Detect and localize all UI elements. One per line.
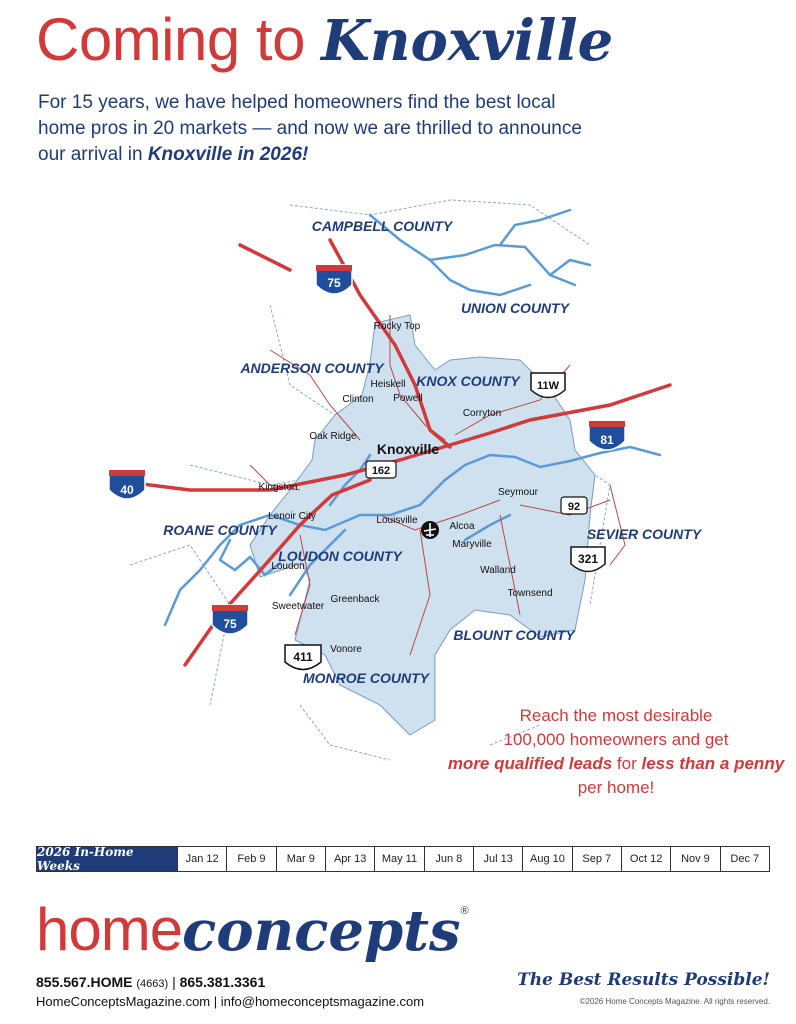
county-label-roane: ROANE COUNTY (163, 522, 277, 538)
contact-separator: | (172, 974, 176, 990)
shield-label: 411 (293, 650, 313, 664)
in-home-weeks-table (36, 846, 770, 872)
headline (36, 6, 614, 74)
promo-emphasis-leads: more qualified leads (447, 754, 613, 773)
week-cell-dec: Dec 7 (720, 847, 769, 871)
shield-label: 11W (536, 380, 560, 392)
promo-line-1: Reach the most desirable (519, 706, 713, 725)
city-label-loudon: Loudon (271, 561, 305, 572)
county-label-union: UNION COUNTY (460, 300, 570, 316)
city-label-powell: Powell (393, 393, 423, 404)
interstate-shield-75-south (212, 605, 248, 634)
week-cell-jan: Jan 12 (177, 847, 226, 871)
brand-logo-home: home (36, 896, 183, 963)
week-cell-feb: Feb 9 (226, 847, 275, 871)
city-label-alcoa: Alcoa (449, 521, 475, 532)
city-label-corryton: Corryton (462, 408, 502, 419)
promo-end: per home! (577, 778, 655, 797)
intro-paragraph (38, 90, 598, 168)
county-label-blount: BLOUNT COUNTY (453, 627, 575, 643)
county-label-campbell: CAMPBELL COUNTY (311, 218, 453, 234)
city-label-heiskell: Heiskell (370, 379, 406, 390)
brand-logo (36, 896, 469, 964)
us-route-shield-411 (285, 645, 321, 670)
phone-primary[interactable]: 855.567.HOME (36, 974, 133, 990)
phone-secondary[interactable]: 865.381.3361 (179, 974, 266, 990)
state-route-sign-162 (366, 461, 396, 478)
promo-emphasis-price: less than a penny (641, 754, 785, 773)
promo-line-3 (446, 752, 786, 800)
promo-connector: for (612, 754, 642, 773)
city-label-sweetwater: Sweetwater (271, 601, 325, 612)
week-cell-aug: Aug 10 (522, 847, 571, 871)
week-cell-may: May 11 (374, 847, 423, 871)
city-label-greenback: Greenback (330, 594, 380, 605)
airport-icon (421, 521, 439, 539)
city-label-knoxville: Knoxville (376, 441, 440, 457)
copyright-notice: ©2026 Home Concepts Magazine. All rights reserved. (579, 997, 770, 1006)
week-cell-sep: Sep 7 (572, 847, 621, 871)
intro-emphasis: Knoxville in 2026! (147, 144, 309, 165)
contact-phones (36, 974, 265, 990)
us-route-shield-321 (571, 547, 605, 572)
intro-text: For 15 years, we have helped homeowners find the best local home pros in 20 markets — and now we are thrilled to announce our arrival in (38, 92, 582, 165)
us-route-shield-11w (531, 373, 565, 398)
headline-city: Knoxville (321, 8, 614, 74)
city-label-townsend: Townsend (507, 588, 553, 599)
shield-label: 81 (600, 433, 614, 447)
interstate-shield-40 (109, 470, 145, 499)
city-label-maryville: Maryville (452, 539, 492, 550)
interstate-shield-81 (589, 421, 625, 450)
county-label-knox: KNOX COUNTY (416, 373, 520, 389)
city-label-walland: Walland (480, 565, 516, 576)
headline-prefix: Coming to (36, 6, 322, 73)
shield-label: 75 (223, 617, 237, 631)
website-link[interactable]: HomeConceptsMagazine.com (36, 994, 211, 1009)
city-label-louisville: Louisville (376, 515, 418, 526)
map-svg (70, 185, 702, 775)
tagline: The Best Results Possible! (517, 970, 770, 990)
shield-label: 75 (327, 276, 341, 290)
shield-label: 40 (120, 483, 134, 497)
brand-logo-concepts: concepts (182, 898, 461, 964)
promo-line-2: 100,000 homeowners and get (503, 730, 729, 749)
county-label-anderson: ANDERSON COUNTY (240, 360, 384, 376)
week-cell-nov: Nov 9 (670, 847, 719, 871)
city-label-clinton: Clinton (342, 394, 374, 405)
county-label-loudon: LOUDON COUNTY (278, 548, 402, 564)
week-cell-jun: Jun 8 (424, 847, 473, 871)
week-cell-apr: Apr 13 (325, 847, 374, 871)
shield-label: 92 (567, 501, 581, 513)
contact-web (36, 994, 424, 1009)
registered-mark: ® (460, 905, 469, 917)
email-link[interactable]: info@homeconceptsmagazine.com (220, 994, 425, 1009)
county-label-monroe: MONROE COUNTY (303, 670, 429, 686)
city-label-vonore: Vonore (330, 644, 362, 655)
in-home-weeks-title: 2026 In-Home Weeks (37, 847, 177, 871)
shield-label: 321 (577, 552, 599, 566)
interstate-shield-75-north (316, 265, 352, 294)
city-label-oak-ridge: Oak Ridge (309, 431, 357, 442)
week-cell-jul: Jul 13 (473, 847, 522, 871)
week-cell-oct: Oct 12 (621, 847, 670, 871)
phone-primary-digits: (4663) (136, 978, 169, 990)
city-label-kingston: Kingston (258, 482, 298, 493)
shield-label: 162 (371, 465, 391, 477)
city-label-lenoir-city: Lenoir City (268, 511, 316, 522)
state-route-sign-92 (561, 497, 587, 514)
city-label-rocky-top: Rocky Top (373, 321, 421, 332)
promo-message (446, 704, 786, 800)
contact-separator-2: | (213, 994, 218, 1009)
week-cell-mar: Mar 9 (276, 847, 325, 871)
county-label-sevier: SEVIER COUNTY (586, 526, 702, 542)
coverage-map (70, 185, 702, 775)
city-label-seymour: Seymour (497, 487, 539, 498)
